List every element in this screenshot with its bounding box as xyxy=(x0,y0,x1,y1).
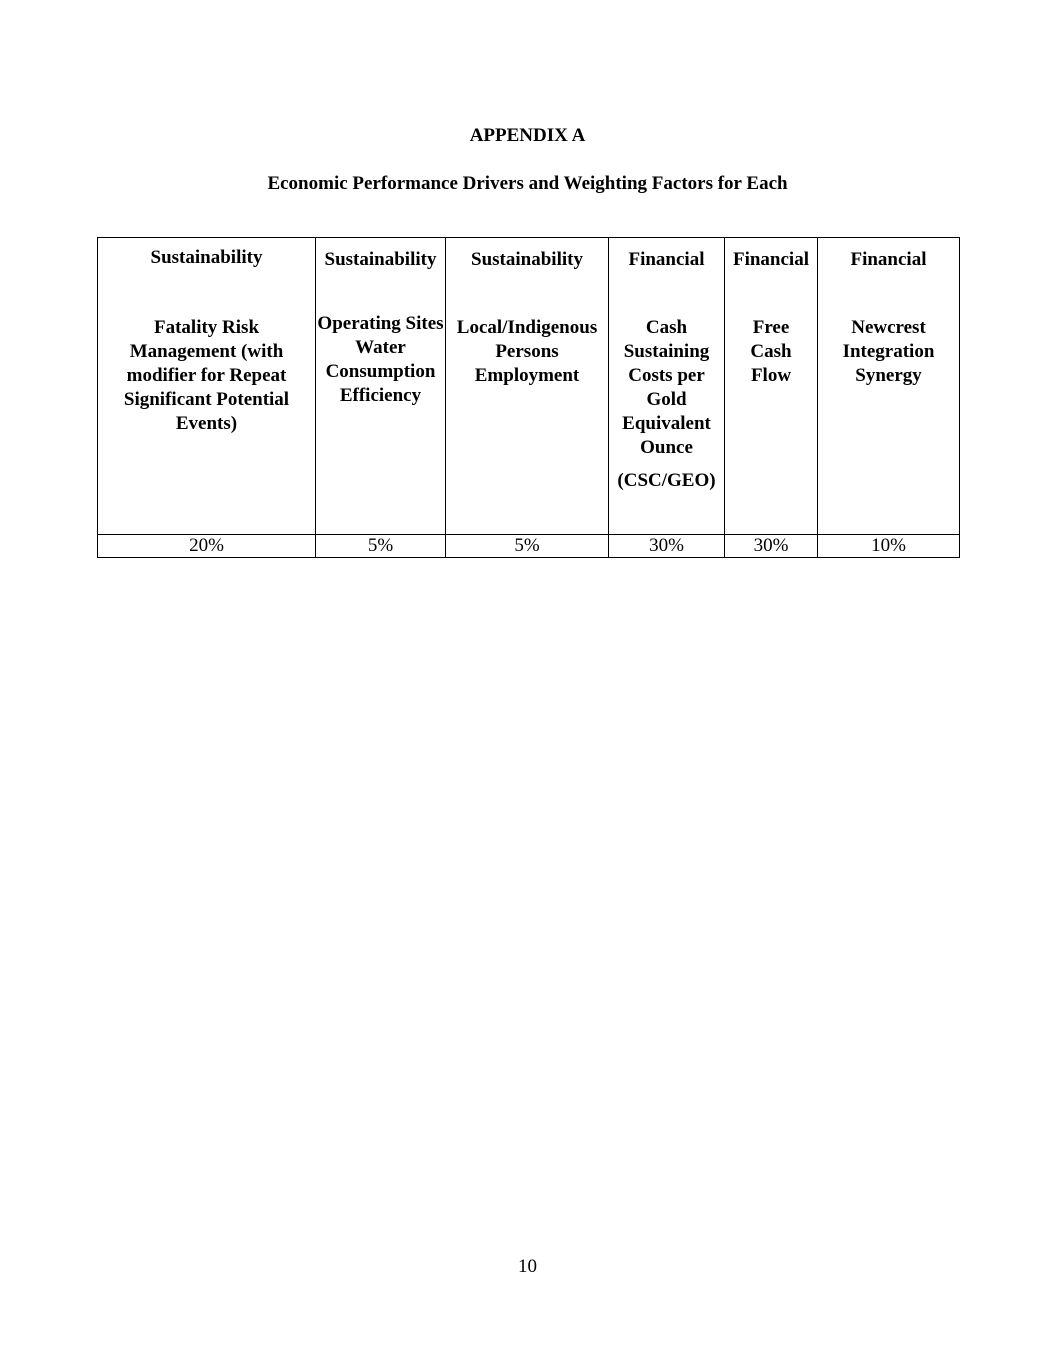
header-cell xyxy=(818,238,960,535)
weight-cell: 5% xyxy=(446,535,609,558)
header-cell xyxy=(609,238,725,535)
header-cell xyxy=(98,238,316,535)
category-label: Sustainability xyxy=(324,249,437,270)
driver-label: Operating Sites Water Consumption Efficiency xyxy=(317,313,444,406)
table-weight-row xyxy=(98,535,960,558)
header-cell xyxy=(725,238,818,535)
weight-cell: 30% xyxy=(609,535,725,558)
weight-cell: 30% xyxy=(725,535,818,558)
category-label: Financial xyxy=(628,249,705,270)
appendix-subtitle: Economic Performance Drivers and Weighting Factors for Each xyxy=(267,173,788,194)
driver-label: Fatality Risk Management (with modifier for Repeat Significant Potential Events) xyxy=(123,317,290,434)
weight-cell: 10% xyxy=(818,535,960,558)
category-label: Financial xyxy=(732,249,809,270)
driver-abbreviation: (CSC/GEO) xyxy=(617,470,716,491)
drivers-weighting-table xyxy=(97,237,960,558)
driver-label: Free Cash Flow xyxy=(750,317,792,386)
category-label: Sustainability xyxy=(471,249,583,270)
weight-cell: 20% xyxy=(98,535,316,558)
category-label: Sustainability xyxy=(150,247,263,268)
appendix-title: APPENDIX A xyxy=(469,125,586,146)
driver-label: Cash Sustaining Costs per Gold Equivalent Ounce xyxy=(622,317,711,458)
driver-label: Newcrest Integration Synergy xyxy=(842,317,935,386)
table-header-row xyxy=(98,238,960,535)
header-cell xyxy=(316,238,446,535)
category-label: Financial xyxy=(850,249,927,270)
page-number: 10 xyxy=(518,1256,537,1277)
driver-label: Local/Indigenous Persons Employment xyxy=(456,317,598,386)
header-cell xyxy=(446,238,609,535)
weight-cell: 5% xyxy=(316,535,446,558)
